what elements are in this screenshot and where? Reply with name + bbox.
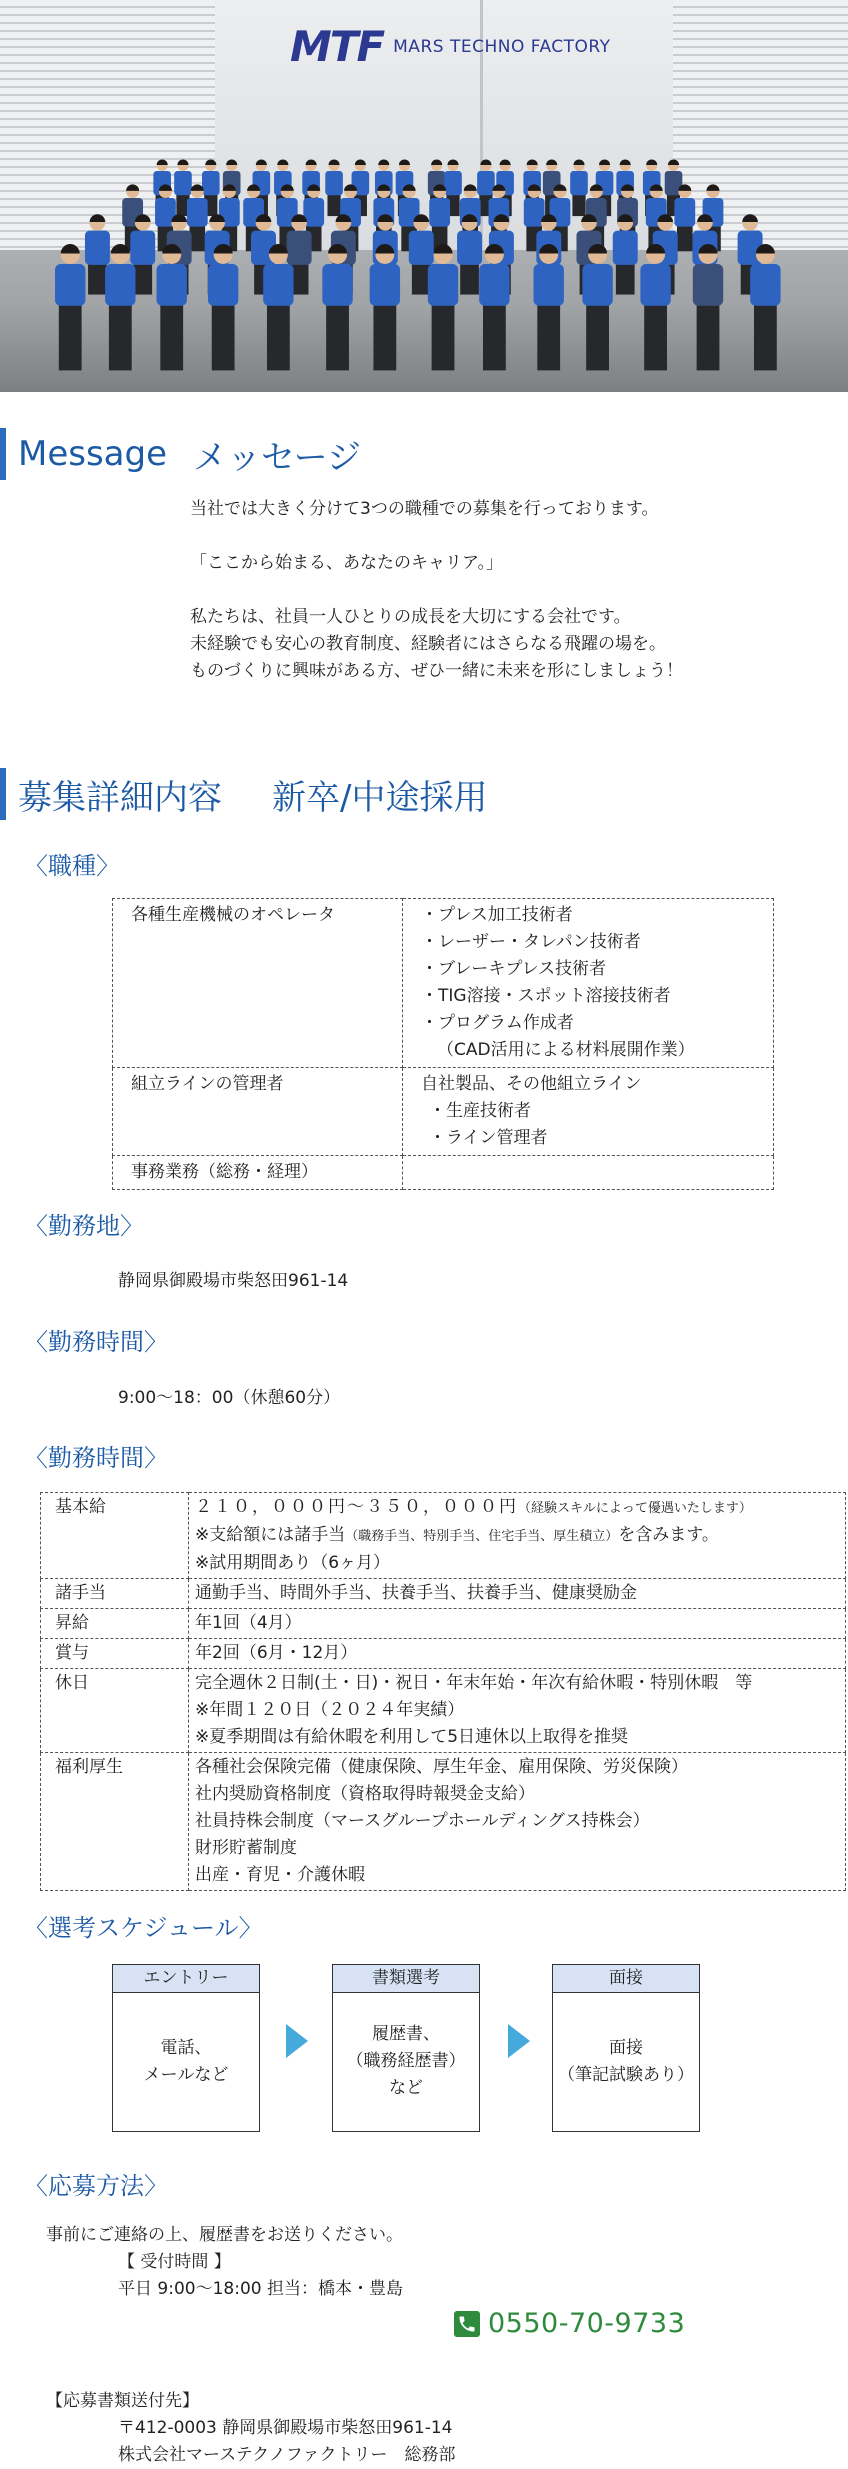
hours-heading: 〈勤務時間〉 [24,1328,168,1356]
holiday-value: 完全週休２日制(土・日)・祝日・年末年始・年次有給休暇・特別休暇 等 ※年間１２０日（２０２４年実績） ※夏季期間は有給休暇を利用して5日連休以上取得を推奨 [189,1669,846,1753]
apply-heading: 〈応募方法〉 [24,2172,168,2200]
step-body: 履歴書、 （職務経歴書） など [346,2024,466,2098]
table-row [113,1068,774,1156]
bonus-key: 賞与 [41,1639,189,1669]
step-arrow-icon [508,2024,530,2058]
send-company: 株式会社マーステクノファクトリー 総務部 [118,2445,456,2465]
job-name: 事務業務（総務・経理） [113,1156,403,1190]
table-row [113,899,774,1068]
message-heading [0,428,361,480]
step-body: 電話、 メールなど [143,2037,229,2085]
message-line: 未経験でも安心の教育制度、経験者にはさらなる飛躍の場を。 [190,634,666,654]
welfare-key: 福利厚生 [41,1753,189,1891]
message-line [190,523,810,550]
recruit-heading [0,768,487,820]
message-line: 「ここから始まる、あなたのキャリア。」 [190,553,504,573]
raise-value: 年1回（4月） [189,1609,846,1639]
heading-bar [0,768,6,820]
job-details: ・プレス加工技術者 ・レーザー・タレパン技術者 ・ブレーキプレス技術者 ・TIG溶接・スポット溶接技術者 ・プログラム作成者 （CAD活用による材料展開作業） [403,899,774,1068]
holiday-key: 休日 [41,1669,189,1753]
table-row [41,1579,846,1609]
phone-icon [454,2311,480,2337]
hero-photo [0,0,848,392]
table-row [41,1753,846,1891]
table-row [113,1156,774,1190]
hours-value: 9:00～18：00（休憩60分） [118,1388,341,1408]
job-details [403,1156,774,1190]
welfare-value: 各種社会保険完備（健康保険、厚生年金、雇用保険、労災保険） 社内奨励資格制度（資格取得時報奨金支給） 社員持株会制度（マースグループホールディングス持株会） 財形貯蓄制度 出産・育児・介護休暇 [189,1753,846,1891]
person-figure [105,244,135,370]
person-figure [55,244,85,370]
message-line: 当社では大きく分けて3つの職種での募集を行っております。 [190,499,659,519]
table-row [41,1639,846,1669]
step-label: 書類選考 [333,1965,479,1993]
phone-contact[interactable] [454,2308,685,2339]
message-line [190,577,810,604]
message-line: 私たちは、社員一人ひとりの成長を大切にする会社です。 [190,607,631,627]
job-name: 各種生産機械のオペレータ [113,899,403,1068]
allowance-value: 通勤手当、時間外手当、扶養手当、扶養手当、健康奨励金 [189,1579,846,1609]
conditions-table [40,1492,846,1891]
step-label: エントリー [113,1965,259,1993]
step-interview [552,1964,700,2132]
location-heading: 〈勤務地〉 [24,1212,144,1240]
step-body: 面接 （筆記試験あり） [558,2037,694,2085]
job-name: 組立ラインの管理者 [113,1068,403,1156]
table-row [41,1493,846,1579]
job-details: 自社製品、その他組立ライン ・生産技術者 ・ライン管理者 [403,1068,774,1156]
schedule-heading: 〈選考スケジュール〉 [24,1914,263,1942]
recruit-title: 募集詳細内容 [18,777,222,818]
salary-value: ２１０，０００円～３５０，０００円（経験スキルによって優遇いたします） ※支給額には諸手当（職務手当、特別手当、住宅手当、厚生積立）を含みます。 ※試用期間あり（6ヶ月） [189,1493,846,1579]
table-row [41,1669,846,1753]
location-value: 静岡県御殿場市柴怒田961-14 [118,1271,349,1291]
company-logo [290,22,611,71]
apply-intro: 事前にご連絡の上、履歴書をお送りください。 [46,2225,403,2245]
logo-mark: MTF [290,22,384,71]
bonus-value: 年2回（6月・12月） [189,1639,846,1669]
message-body [190,496,810,685]
jobs-table [112,898,774,1190]
step-label: 面接 [553,1965,699,1993]
allowance-key: 諸手当 [41,1579,189,1609]
jobs-heading: 〈職種〉 [24,852,120,880]
heading-bar [0,428,6,480]
step-document-screening [332,1964,480,2132]
person-figure [570,159,588,216]
table-row [41,1609,846,1639]
step-entry [112,1964,260,2132]
logo-text: MARS TECHNO FACTORY [393,36,611,57]
step-arrow-icon [286,2024,308,2058]
group-of-employees [30,130,810,390]
send-label: 【応募書類送付先】 [46,2391,199,2411]
reception-label: 【 受付時間 】 [118,2252,231,2272]
reception-hours: 平日 9:00～18:00 担当：橋本・豊島 [118,2279,403,2299]
phone-number[interactable]: 0550-70-9733 [488,2308,686,2339]
message-title: Message [18,434,168,474]
conditions-heading: 〈勤務時間〉 [24,1444,168,1472]
message-subtitle: メッセージ [193,437,361,478]
send-address: 〒412-0003 静岡県御殿場市柴怒田961-14 [118,2418,453,2438]
raise-key: 昇給 [41,1609,189,1639]
message-line: ものづくりに興味がある方、ぜひ一緒に未来を形にしましょう！ [190,661,683,681]
salary-key: 基本給 [41,1493,189,1579]
recruit-subtitle: 新卒/中途採用 [272,777,488,818]
